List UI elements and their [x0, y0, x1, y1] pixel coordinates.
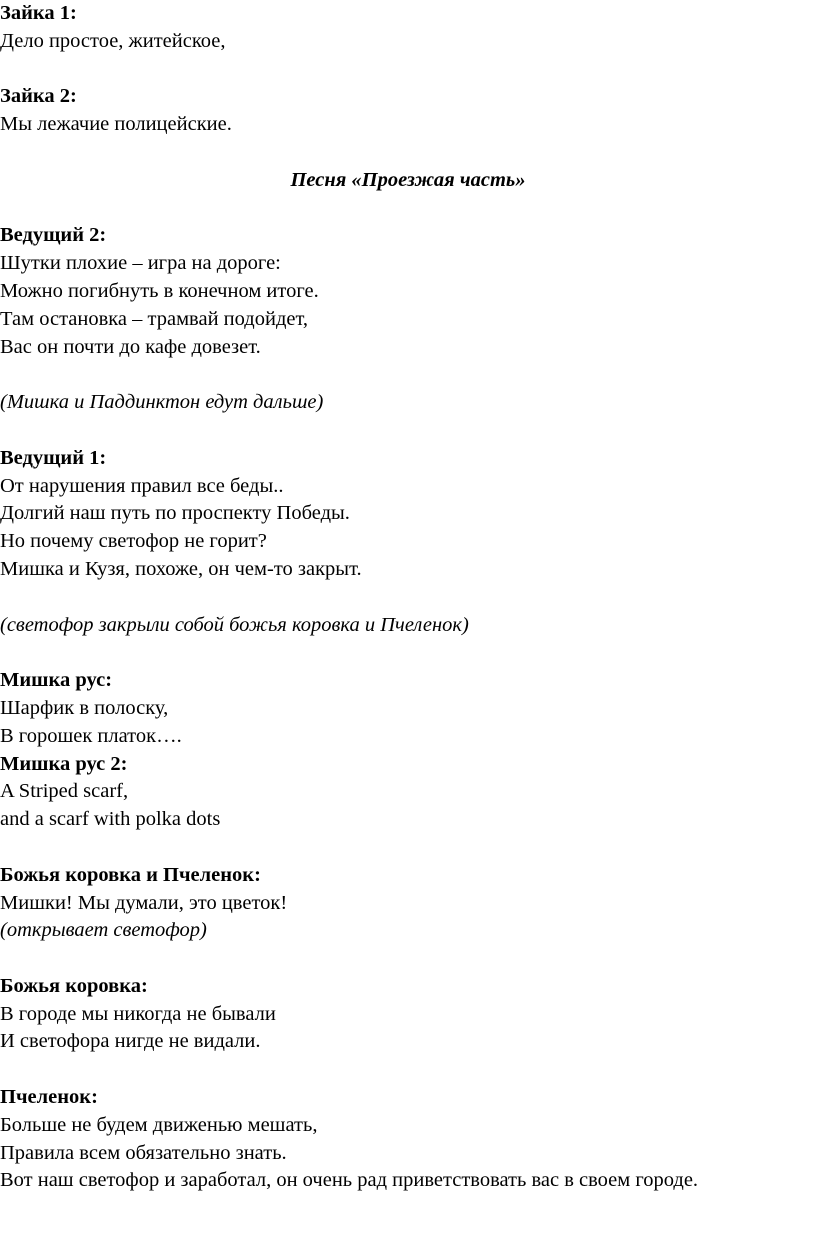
- dialogue-line: От нарушения правил все беды..: [0, 474, 284, 497]
- dialogue-line: Там остановка – трамвай подойдет,: [0, 307, 309, 330]
- dialogue-line: Мы лежачие полицейские.: [0, 113, 232, 136]
- speaker-name: Божья коровка и Пчеленок:: [0, 863, 261, 886]
- blank-line: [0, 56, 816, 84]
- dialogue-line: Вас он почти до кафе довезет.: [0, 335, 261, 358]
- dialogue-line: Дело простое, житейское,: [0, 29, 226, 52]
- dialogue-block: [0, 1084, 816, 1195]
- song-title: Песня «Проезжая часть»: [290, 168, 526, 191]
- speaker-name: Ведущий 2:: [0, 224, 107, 247]
- speaker-name: Ведущий 1:: [0, 446, 107, 469]
- dialogue-block: [0, 222, 816, 361]
- dialogue-line: Шутки плохие – игра на дороге:: [0, 252, 281, 275]
- blank-line: [0, 195, 816, 223]
- dialogue-line: В горошек платок….: [0, 724, 182, 747]
- blank-line: [0, 417, 816, 445]
- blank-line: [0, 639, 816, 667]
- dialogue-line: Мишка и Кузя, похоже, он чем-то закрыт.: [0, 557, 362, 580]
- dialogue-block: [0, 751, 816, 834]
- dialogue-line: Вот наш светофор и заработал, он очень рад приветствовать вас в своем городе.: [0, 1169, 699, 1192]
- dialogue-line: Шарфик в полоску,: [0, 696, 169, 719]
- speaker-name: Зайка 1:: [0, 2, 77, 24]
- stage-direction: (светофор закрыли собой божья коровка и Пчеленок): [0, 613, 469, 636]
- blank-line: [0, 361, 816, 389]
- dialogue-line: Можно погибнуть в конечном итоге.: [0, 279, 319, 302]
- blank-line: [0, 139, 816, 167]
- blank-line: [0, 834, 816, 862]
- dialogue-block: [0, 973, 816, 1056]
- blank-line: [0, 1056, 816, 1084]
- speaker-name: Божья коровка:: [0, 974, 148, 997]
- speaker-name: Мишка рус:: [0, 669, 113, 692]
- dialogue-block: [0, 667, 816, 750]
- blank-line: [0, 945, 816, 973]
- dialogue-block: [0, 862, 816, 945]
- speaker-name: Зайка 2:: [0, 85, 77, 108]
- dialogue-line: Правила всем обязательно знать.: [0, 1141, 287, 1164]
- dialogue-block: [0, 0, 816, 56]
- dialogue-line: and a scarf with polka dots: [0, 808, 221, 831]
- dialogue-line: Мишки! Мы думали, это цветок!: [0, 891, 288, 914]
- dialogue-line: A Striped scarf,: [0, 780, 129, 803]
- dialogue-line: Но почему светофор не горит?: [0, 530, 267, 553]
- stage-direction: (Мишка и Паддинктон едут дальше): [0, 391, 324, 414]
- dialogue-line: В городе мы никогда не бывали: [0, 1002, 276, 1025]
- dialogue-line: Больше не будем движенью мешать,: [0, 1113, 318, 1136]
- speaker-name: Пчеленок:: [0, 1086, 98, 1109]
- dialogue-block: [0, 445, 816, 584]
- dialogue-line: И светофора нигде не видали.: [0, 1030, 261, 1053]
- dialogue-block: [0, 83, 816, 139]
- stage-direction: (открывает светофор): [0, 919, 207, 942]
- blank-line: [0, 584, 816, 612]
- dialogue-line: Долгий наш путь по проспекту Победы.: [0, 502, 350, 525]
- speaker-name: Мишка рус 2:: [0, 752, 128, 775]
